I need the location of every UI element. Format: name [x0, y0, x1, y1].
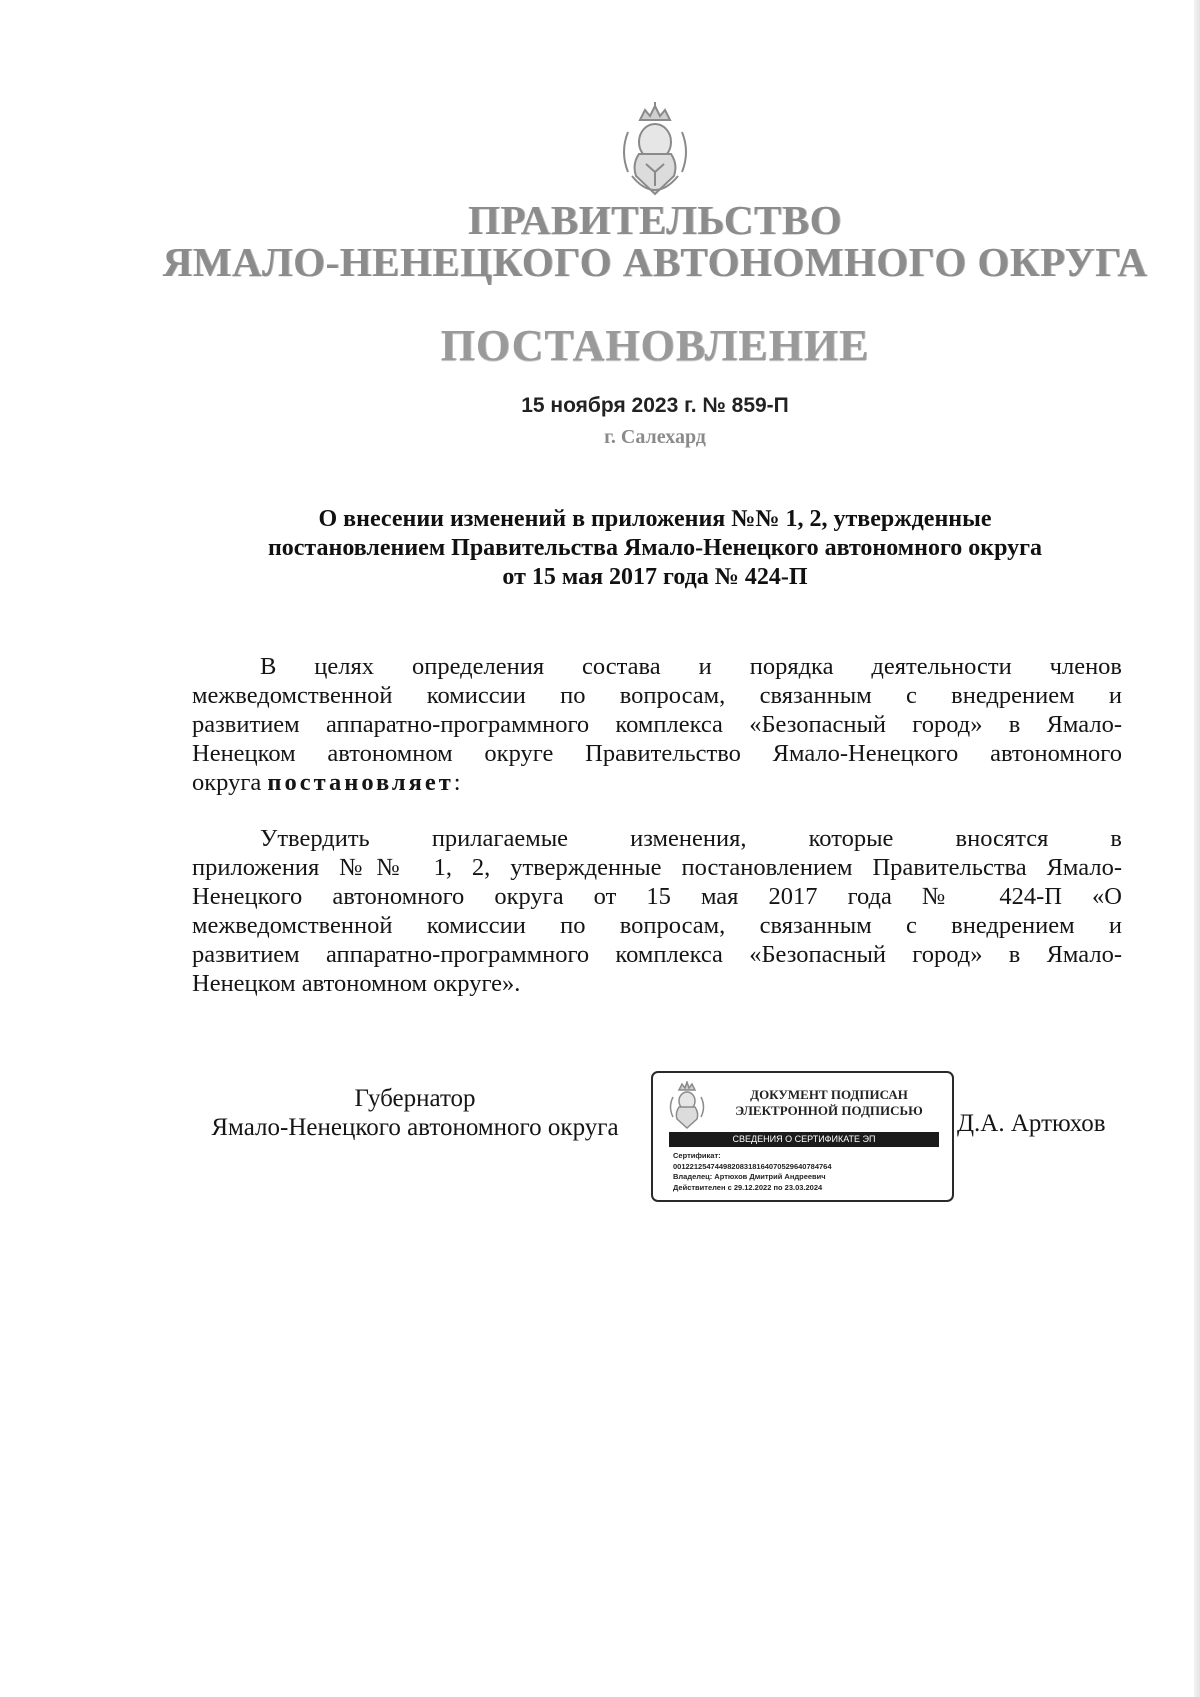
signer-position [190, 1084, 640, 1142]
paragraph-text: : [453, 769, 461, 796]
paragraph-line: межведомственной комиссии по вопросам, связанным с внедрением и [192, 912, 1122, 939]
signer-position-line: Ямало-Ненецкого автономного округа [211, 1114, 619, 1141]
certificate-info-bar: СВЕДЕНИЯ О СЕРТИФИКАТЕ ЭП [669, 1132, 939, 1147]
paragraph-line: Утвердить прилагаемые изменения, которые вносятся в [260, 825, 1122, 852]
paragraph-line: Ненецком автономном округе Правительство Ямало-Ненецкого автономного [192, 740, 1122, 767]
subject-line: постановлением Правительства Ямало-Ненецкого автономного округа [267, 535, 1043, 561]
document-subject [190, 505, 1120, 592]
body-paragraph-preamble [192, 652, 1122, 797]
document-city: г. Салехард [604, 426, 706, 448]
yanao-coat-of-arms-icon [618, 102, 692, 202]
subject-line: от 15 мая 2017 года № 424-П [502, 564, 808, 590]
stamp-heading [711, 1087, 947, 1119]
paragraph-line: Ненецком автономном округе». [192, 970, 521, 997]
paragraph-line [192, 768, 1122, 797]
document-date-number: 15 ноября 2023 г. № 859-П [521, 394, 789, 417]
certificate-owner: Владелец: Артюхов Дмитрий Андреевич [673, 1172, 826, 1181]
paragraph-line: развитием аппаратно-программного комплекса «Безопасный город» в Ямало- [192, 711, 1122, 738]
signer-name: Д.А. Артюхов [957, 1110, 1106, 1137]
paragraph-line: Ненецкого автономного округа от 15 мая 2017 года № 424-П «О [192, 883, 1122, 910]
government-title-line1: ПРАВИТЕЛЬСТВО [467, 197, 843, 243]
stamp-heading-line: ЭЛЕКТРОННОЙ ПОДПИСЬЮ [735, 1103, 923, 1118]
paragraph-line: В целях определения состава и порядка деятельности членов [260, 653, 1122, 680]
paragraph-text: округа [192, 769, 268, 796]
certificate-details [673, 1151, 943, 1193]
signer-position-line: Губернатор [354, 1085, 476, 1112]
paragraph-line: межведомственной комиссии по вопросам, связанным с внедрением и [192, 682, 1122, 709]
stamp-heading-line: ДОКУМЕНТ ПОДПИСАН [750, 1087, 908, 1102]
electronic-signature-stamp [651, 1071, 954, 1202]
certificate-serial: 00122125474498208318164070529640784764 [673, 1161, 832, 1171]
decree-word: постановляет [267, 769, 454, 796]
body-paragraph-resolution [192, 824, 1122, 998]
stamp-coat-of-arms-icon [667, 1081, 707, 1131]
subject-line: О внесении изменений в приложения №№ 1, 2, утвержденные [318, 506, 992, 532]
certificate-label: Сертификат: [673, 1151, 721, 1160]
government-title-line2: ЯМАЛО-НЕНЕЦКОГО АВТОНОМНОГО ОКРУГА [162, 239, 1148, 285]
document-type-heading: ПОСТАНОВЛЕНИЕ [440, 321, 870, 370]
paragraph-line: приложения №№ 1, 2, утвержденные постановлением Правительства Ямало- [192, 854, 1122, 881]
paragraph-line: развитием аппаратно-программного комплекса «Безопасный город» в Ямало- [192, 941, 1122, 968]
certificate-validity: Действителен с 29.12.2022 по 23.03.2024 [673, 1182, 823, 1192]
